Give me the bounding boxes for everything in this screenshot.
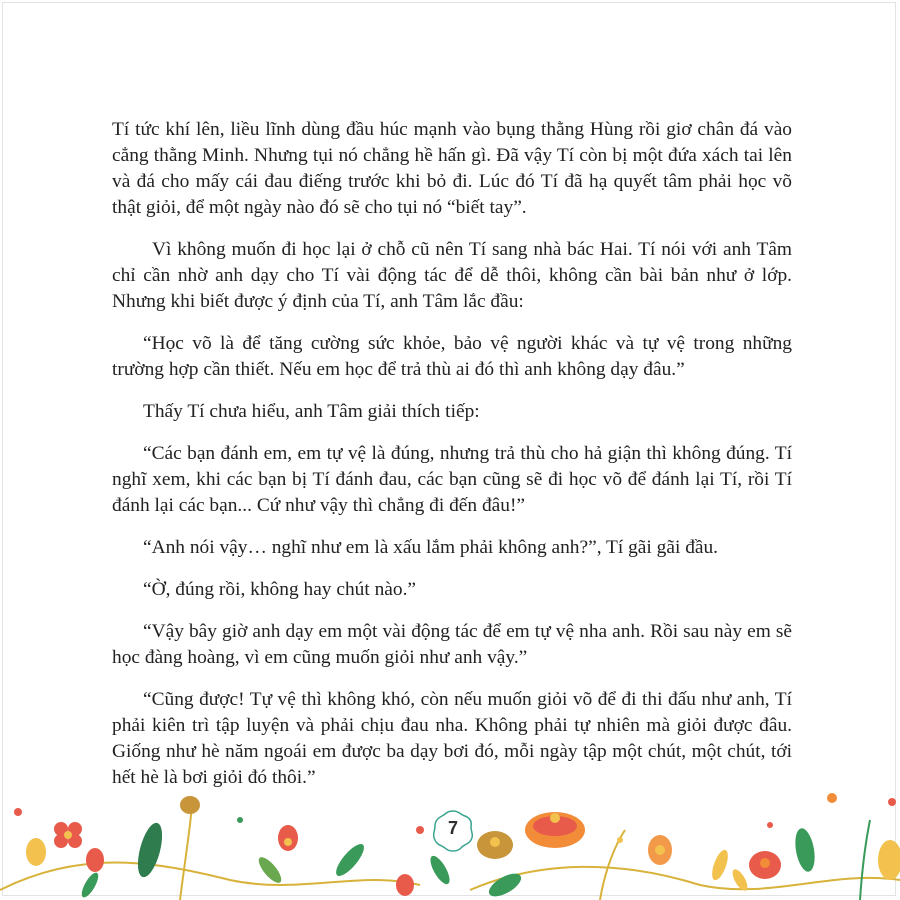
paragraph-4: Thấy Tí chưa hiểu, anh Tâm giải thích tiếp: (143, 401, 480, 422)
paragraph-1: Tí tức khí lên, liều lĩnh dùng đầu húc mạnh vào bụng thằng Hùng rồi giơ chân đá vào cẳng thằng Minh. Nhưng tụi nó chẳng hề hấn gì. Đã vậy Tí còn bị một đứa xách tai lên và đá cho mấy cái đau điếng trước khi bỏ đi. Lúc đó Tí đã hạ quyết tâm phải học võ thật giỏi, để một ngày nào đó sẽ cho tụi nó “biết tay”. (112, 119, 792, 218)
paragraph-7: “Ờ, đúng rồi, không hay chút nào.” (143, 579, 417, 600)
paragraph-2: Vì không muốn đi học lại ở chỗ cũ nên Tí sang nhà bác Hai. Tí nói với anh Tâm chỉ cần nhờ anh dạy cho Tí vài động tác để dễ thôi, không cần bài bản như ở lớp. Nhưng khi biết được ý định của Tí, anh Tâm lắc đầu: (112, 239, 792, 312)
paragraph-3: “Học võ là để tăng cường sức khỏe, bảo vệ người khác và tự vệ trong những trường hợp cần thiết. Nếu em học để trả thù ai đó thì anh không dạy đâu.” (112, 333, 792, 380)
paragraph-6: “Anh nói vậy… nghĩ như em là xấu lắm phải không anh?”, Tí gãi gãi đầu. (143, 537, 719, 558)
story-text (112, 117, 792, 807)
paragraph-9: “Cũng được! Tự vệ thì không khó, còn nếu muốn giỏi võ để đi thi đấu như anh, Tí phải kiên trì tập luyện và phải chịu đau nha. Không phải tự nhiên mà giỏi được đâu. Giống như hè năm ngoái em được ba dạy bơi đó, mỗi ngày tập một chút, một chút, tới hết hè là bơi giỏi đó thôi.” (112, 689, 792, 788)
paragraph-8: “Vậy bây giờ anh dạy em một vài động tác để em tự vệ nha anh. Rồi sau này em sẽ học đàng hoàng, vì em cũng muốn giỏi như anh vậy.” (112, 621, 792, 668)
paragraph-5: “Các bạn đánh em, em tự vệ là đúng, nhưng trả thù cho hả giận thì không đúng. Tí nghĩ xem, khi các bạn bị Tí đánh đau, các bạn cũng sẽ đi học võ để đánh lại Tí, rồi Tí đánh lại các bạn... Cứ như vậy thì chẳng đi đến đâu!” (112, 443, 792, 516)
page-number: 7 (447, 818, 458, 838)
